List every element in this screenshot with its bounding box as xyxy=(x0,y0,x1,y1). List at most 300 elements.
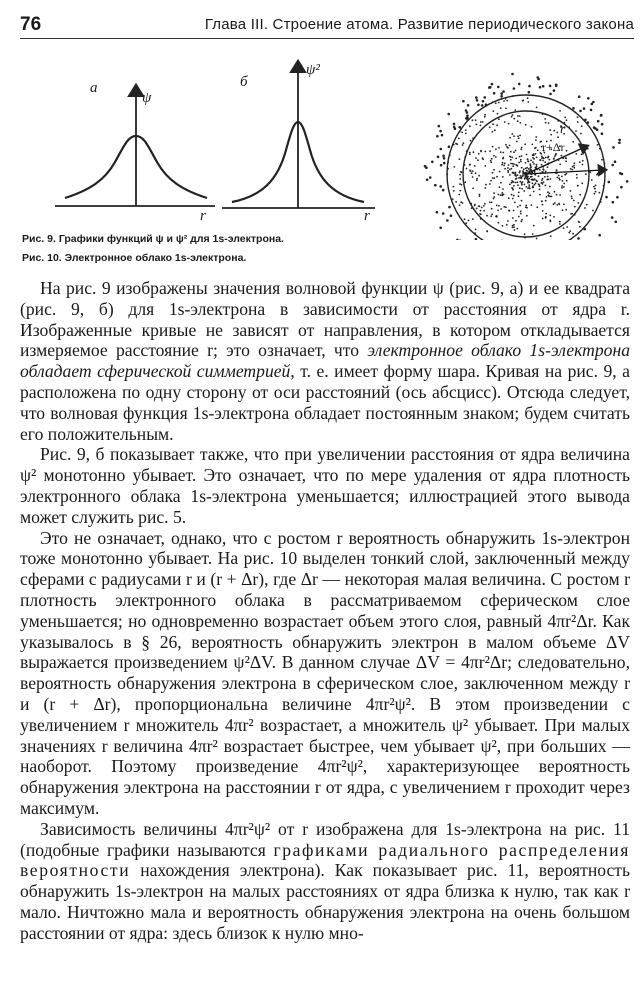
cloud-dot xyxy=(459,178,461,180)
cloud-dot xyxy=(453,144,455,146)
cloud-dot xyxy=(591,179,593,181)
cloud-dot xyxy=(563,203,565,205)
cloud-dot xyxy=(612,201,615,204)
cloud-dot xyxy=(521,219,523,221)
cloud-dot xyxy=(506,146,508,148)
radius-r-dr-line xyxy=(526,170,603,174)
cloud-dot xyxy=(543,158,545,160)
cloud-dot xyxy=(436,135,439,138)
cloud-dot xyxy=(566,173,568,175)
cloud-dot xyxy=(491,202,493,204)
caption-fig-10-number: Рис. 10. xyxy=(22,252,62,264)
cloud-dot xyxy=(565,160,567,162)
paragraph-1-part-a: На рис. 9 изображены значения волновой функции ψ (рис. 9, а) и ее квадрата (рис. 9, б) для 1s-электрона в зависимости от расстояния от ядра r. Изображенные кривые не зависят от направления, в котором откладывается измеряемое расстояние r; это означает, что xyxy=(20,278,630,361)
cloud-dot xyxy=(547,194,549,196)
cloud-dot xyxy=(527,182,529,184)
cloud-dot xyxy=(558,203,560,205)
cloud-dot xyxy=(585,173,587,175)
cloud-dot xyxy=(503,194,505,196)
cloud-dot xyxy=(549,93,552,96)
cloud-dot xyxy=(572,107,575,110)
cloud-dot xyxy=(587,121,590,124)
cloud-dot xyxy=(626,180,629,183)
cloud-dot xyxy=(546,196,548,198)
cloud-dot xyxy=(515,220,517,222)
fig-9b-label: б xyxy=(240,74,248,90)
cloud-dot xyxy=(469,153,471,155)
cloud-dot xyxy=(502,152,504,154)
cloud-dot xyxy=(537,150,539,152)
fig-10-cloud xyxy=(424,73,629,240)
cloud-dot xyxy=(541,164,543,166)
cloud-dot xyxy=(464,218,466,220)
cloud-dot xyxy=(513,195,515,197)
cloud-dot xyxy=(526,177,528,179)
cloud-dot xyxy=(459,190,461,192)
cloud-dot xyxy=(512,114,514,116)
cloud-dot xyxy=(611,164,614,167)
cloud-dot xyxy=(492,110,494,112)
cloud-dot xyxy=(526,154,528,156)
cloud-dot xyxy=(541,179,543,181)
cloud-dot xyxy=(529,194,531,196)
cloud-dot xyxy=(578,95,581,98)
cloud-dot xyxy=(450,214,453,217)
cloud-dot xyxy=(498,118,500,120)
cloud-dot xyxy=(519,205,521,207)
cloud-dot xyxy=(524,143,526,145)
cloud-dot xyxy=(512,187,514,189)
cloud-dot xyxy=(511,157,513,159)
cloud-dot xyxy=(568,126,570,128)
cloud-dot xyxy=(556,204,558,206)
cloud-dot xyxy=(555,84,558,87)
caption-fig-9 xyxy=(22,230,622,249)
cloud-dot xyxy=(483,205,485,207)
cloud-dot xyxy=(500,182,502,184)
cloud-dot xyxy=(493,177,495,179)
cloud-dot xyxy=(591,103,594,106)
cloud-dot xyxy=(566,119,568,121)
cloud-dot xyxy=(565,157,567,159)
cloud-dot xyxy=(502,188,504,190)
cloud-dot xyxy=(570,213,572,215)
cloud-dot xyxy=(523,190,525,192)
cloud-dot xyxy=(578,202,580,204)
cloud-dot xyxy=(446,219,449,222)
cloud-dot xyxy=(472,170,474,172)
cloud-dot xyxy=(449,155,451,157)
cloud-dot xyxy=(520,221,522,223)
cloud-dot xyxy=(536,157,538,159)
cloud-dot xyxy=(489,150,491,152)
cloud-dot xyxy=(489,201,491,203)
cloud-dot xyxy=(595,191,597,193)
cloud-dot xyxy=(584,119,587,122)
cloud-dot xyxy=(601,123,604,126)
cloud-dot xyxy=(439,185,442,188)
cloud-dot xyxy=(556,194,558,196)
cloud-dot xyxy=(471,172,473,174)
cloud-dot xyxy=(524,184,526,186)
cloud-dot xyxy=(524,176,526,178)
cloud-dot xyxy=(554,191,556,193)
cloud-dot xyxy=(500,208,502,210)
cloud-dot xyxy=(460,171,462,173)
cloud-dot xyxy=(513,181,515,183)
cloud-dot xyxy=(547,191,549,193)
cloud-dot xyxy=(600,198,602,200)
cloud-dot xyxy=(536,206,538,208)
paragraph-4-part-b: нахождения электрона). Как показывает рис. 11, вероятность обнаружить 1s-электрон на малых расстояниях от ядра близка к нулю, так как r мало. Ничтожно мала и вероятность обнаружения электрона на очень большом расстоянии от ядра: здесь близок к нулю мно- xyxy=(20,860,630,943)
cloud-dot xyxy=(603,185,605,187)
fig-9b-x-axis-label: r xyxy=(364,208,370,224)
cloud-dot xyxy=(506,224,508,226)
cloud-dot xyxy=(578,221,580,223)
cloud-dot xyxy=(536,164,538,166)
cloud-dot xyxy=(532,187,534,189)
caption-fig-10 xyxy=(22,249,622,268)
paragraph-4 xyxy=(20,819,630,944)
cloud-dot xyxy=(575,153,577,155)
cloud-dot xyxy=(543,169,545,171)
cloud-dot xyxy=(473,151,475,153)
cloud-dot xyxy=(543,181,545,183)
cloud-dot xyxy=(554,155,556,157)
cloud-dot xyxy=(605,196,608,199)
cloud-dot xyxy=(493,192,495,194)
cloud-dot xyxy=(481,104,484,107)
cloud-dot xyxy=(474,204,476,206)
cloud-dot xyxy=(529,188,531,190)
cloud-dot xyxy=(515,182,517,184)
fig-9a-graph xyxy=(55,90,215,206)
cloud-dot xyxy=(496,124,498,126)
cloud-dot xyxy=(429,176,432,179)
cloud-dot xyxy=(496,216,498,218)
cloud-dot xyxy=(518,162,520,164)
cloud-dot xyxy=(462,100,465,103)
cloud-dot xyxy=(507,167,509,169)
cloud-dot xyxy=(528,168,530,170)
cloud-dot xyxy=(465,222,467,224)
cloud-dot xyxy=(462,144,464,146)
body-text xyxy=(20,278,630,944)
cloud-dot xyxy=(493,155,495,157)
cloud-dot xyxy=(482,121,484,123)
cloud-dot xyxy=(544,185,546,187)
cloud-dot xyxy=(510,151,512,153)
cloud-dot xyxy=(599,192,601,194)
cloud-dot xyxy=(513,118,515,120)
cloud-dot xyxy=(489,183,491,185)
cloud-dot xyxy=(544,176,546,178)
cloud-dot xyxy=(571,198,573,200)
cloud-dot xyxy=(519,172,521,174)
cloud-dot xyxy=(504,162,506,164)
cloud-dot xyxy=(464,164,466,166)
caption-fig-10-text: Электронное облако 1s-электрона. xyxy=(64,252,247,264)
cloud-dot xyxy=(595,185,597,187)
cloud-dot xyxy=(516,141,518,143)
cloud-dot xyxy=(518,137,520,139)
cloud-dot xyxy=(526,207,528,209)
fig-9a-label: а xyxy=(90,80,98,96)
cloud-dot xyxy=(520,161,522,163)
cloud-dot xyxy=(482,157,484,159)
cloud-dot xyxy=(592,210,594,212)
cloud-dot xyxy=(509,184,511,186)
cloud-dot xyxy=(540,159,542,161)
cloud-dot xyxy=(561,176,563,178)
cloud-dot xyxy=(584,207,586,209)
cloud-dot xyxy=(596,129,599,132)
cloud-dot xyxy=(521,155,523,157)
cloud-dot xyxy=(481,207,483,209)
cloud-dot xyxy=(503,100,505,102)
cloud-dot xyxy=(476,99,479,102)
cloud-dot xyxy=(519,187,521,189)
cloud-dot xyxy=(480,121,482,123)
cloud-dot xyxy=(500,95,503,98)
cloud-dot xyxy=(532,179,534,181)
cloud-dot xyxy=(526,170,528,172)
cloud-dot xyxy=(534,171,536,173)
cloud-dot xyxy=(513,135,515,137)
cloud-dot xyxy=(614,160,617,163)
cloud-dot xyxy=(434,184,437,187)
cloud-dot xyxy=(513,151,515,153)
cloud-dot xyxy=(448,206,451,209)
figures-area xyxy=(0,40,644,240)
cloud-dot xyxy=(437,156,440,159)
cloud-dot xyxy=(618,139,621,142)
cloud-dot xyxy=(527,101,529,103)
cloud-dot xyxy=(442,212,445,215)
cloud-dot xyxy=(475,119,477,121)
cloud-outer-sphere xyxy=(447,95,605,240)
cloud-dot xyxy=(551,196,553,198)
cloud-dot xyxy=(512,163,514,165)
cloud-dot xyxy=(549,129,551,131)
cloud-dot xyxy=(498,222,500,224)
cloud-dot xyxy=(467,104,470,107)
cloud-dot xyxy=(520,210,522,212)
cloud-dot xyxy=(454,128,457,131)
cloud-dot xyxy=(513,226,515,228)
cloud-dot xyxy=(550,134,552,136)
cloud-dot xyxy=(583,107,586,110)
cloud-dot xyxy=(553,130,555,132)
cloud-dot xyxy=(470,203,472,205)
cloud-dot xyxy=(608,181,611,184)
cloud-dot xyxy=(582,160,584,162)
cloud-dot xyxy=(479,213,481,215)
cloud-dot xyxy=(611,216,614,219)
cloud-dot xyxy=(559,164,561,166)
cloud-dot xyxy=(511,73,514,76)
cloud-dot xyxy=(459,158,461,160)
cloud-dot xyxy=(537,78,540,81)
cloud-dot xyxy=(542,85,545,88)
cloud-dot xyxy=(520,148,522,150)
cloud-dot xyxy=(497,113,499,115)
cloud-dot xyxy=(528,184,530,186)
figure-captions xyxy=(22,230,622,268)
cloud-dot xyxy=(535,136,537,138)
cloud-dot xyxy=(516,165,518,167)
cloud-dot xyxy=(495,102,497,104)
cloud-dot xyxy=(524,178,526,180)
cloud-dot xyxy=(519,156,521,158)
cloud-dot xyxy=(460,128,462,130)
cloud-dot xyxy=(501,98,503,100)
cloud-dot xyxy=(597,120,600,123)
cloud-dot xyxy=(531,144,533,146)
cloud-dot xyxy=(541,155,543,157)
cloud-dot xyxy=(549,159,551,161)
cloud-dot xyxy=(495,148,497,150)
cloud-dot xyxy=(522,175,524,177)
cloud-dot xyxy=(507,170,509,172)
cloud-dot xyxy=(466,111,469,114)
cloud-dot xyxy=(495,156,497,158)
cloud-dot xyxy=(501,192,503,194)
cloud-dot xyxy=(475,157,477,159)
cloud-dot xyxy=(548,122,550,124)
cloud-dot xyxy=(536,107,538,109)
cloud-dot xyxy=(453,190,455,192)
cloud-dot xyxy=(464,181,466,183)
cloud-dot xyxy=(593,126,596,129)
cloud-dot xyxy=(529,163,531,165)
cloud-dot xyxy=(559,110,561,112)
cloud-dot xyxy=(522,181,524,183)
cloud-dot xyxy=(465,129,467,131)
cloud-dot xyxy=(515,178,517,180)
cloud-dot xyxy=(620,186,623,189)
cloud-dot xyxy=(505,144,507,146)
cloud-dot xyxy=(540,182,542,184)
cloud-dot xyxy=(604,163,606,165)
cloud-dot xyxy=(448,145,451,148)
cloud-dot xyxy=(509,137,511,139)
cloud-dot xyxy=(453,186,455,188)
cloud-dot xyxy=(511,194,513,196)
cloud-dot xyxy=(494,129,496,131)
cloud-dot xyxy=(511,116,513,118)
cloud-dot xyxy=(570,168,572,170)
cloud-dot xyxy=(586,204,588,206)
cloud-dot xyxy=(424,165,427,168)
cloud-dot xyxy=(527,187,529,189)
cloud-dot xyxy=(542,113,544,115)
cloud-dot xyxy=(582,164,584,166)
cloud-dot xyxy=(533,225,535,227)
cloud-dot xyxy=(443,162,446,165)
cloud-dot xyxy=(518,216,520,218)
cloud-dot xyxy=(491,83,494,86)
cloud-dot xyxy=(558,175,560,177)
cloud-dot xyxy=(442,189,445,192)
cloud-dot xyxy=(506,100,508,102)
cloud-dot xyxy=(466,168,468,170)
cloud-dot xyxy=(559,223,561,225)
cloud-dot xyxy=(500,151,502,153)
cloud-dot xyxy=(577,121,579,123)
cloud-dot xyxy=(436,211,439,214)
cloud-dot xyxy=(531,126,533,128)
cloud-dot xyxy=(521,147,523,149)
cloud-dot xyxy=(519,135,521,137)
cloud-dot xyxy=(533,191,535,193)
cloud-dot xyxy=(497,210,499,212)
cloud-dot xyxy=(526,167,528,169)
cloud-dot xyxy=(600,201,602,203)
cloud-dot xyxy=(483,210,485,212)
paragraph-1-emphasis: электронное облако 1s-электрона обладает сферической симметрией xyxy=(20,340,630,382)
cloud-dot xyxy=(456,143,458,145)
cloud-dot xyxy=(535,153,537,155)
cloud-dot xyxy=(589,171,591,173)
cloud-dot xyxy=(426,179,429,182)
cloud-dot xyxy=(479,195,481,197)
cloud-dot xyxy=(562,180,564,182)
cloud-dot xyxy=(566,180,568,182)
cloud-dot xyxy=(561,185,563,187)
cloud-dot xyxy=(482,100,485,103)
cloud-dot xyxy=(490,162,492,164)
cloud-dot xyxy=(528,178,530,180)
cloud-dot xyxy=(544,118,546,120)
cloud-dot xyxy=(527,97,529,99)
cloud-dot xyxy=(502,162,504,164)
cloud-dot xyxy=(519,181,521,183)
cloud-dot xyxy=(562,209,564,211)
cloud-dot xyxy=(539,169,541,171)
cloud-dot xyxy=(564,116,566,118)
cloud-dot xyxy=(615,221,618,224)
cloud-dot xyxy=(485,103,488,106)
cloud-dot xyxy=(518,177,520,179)
cloud-dot xyxy=(576,177,578,179)
cloud-dot xyxy=(501,164,503,166)
cloud-dot xyxy=(493,198,495,200)
cloud-dot xyxy=(593,186,595,188)
cloud-dot xyxy=(579,110,582,113)
cloud-dot xyxy=(492,131,494,133)
paragraph-1-part-b: , т. е. имеет форму шара. Кривая на рис. 9, а расположена по одну сторону от оси расстояний (ось абсцисс). Отсюда следует, что волновая функция 1s-электрона обладает постоянным знаком; будем считать его положительным. xyxy=(20,361,630,444)
cloud-dot xyxy=(581,182,583,184)
running-head: Глава III. Строение атома. Развитие периодического закона xyxy=(204,16,634,33)
caption-fig-9-text: Графики функций ψ и ψ² для 1s-электрона. xyxy=(58,233,284,245)
cloud-dot xyxy=(517,184,519,186)
cloud-dot xyxy=(497,86,500,89)
cloud-dot xyxy=(550,221,552,223)
cloud-dot xyxy=(503,206,505,208)
paragraph-1 xyxy=(20,278,630,444)
cloud-dot xyxy=(593,193,595,195)
cloud-dot xyxy=(510,159,512,161)
cloud-dot xyxy=(492,101,494,103)
cloud-dot xyxy=(524,173,526,175)
cloud-r-label: r xyxy=(560,122,566,137)
cloud-dot xyxy=(616,196,619,199)
cloud-dot xyxy=(517,181,519,183)
cloud-dot xyxy=(459,174,461,176)
cloud-dot xyxy=(493,169,495,171)
cloud-dot xyxy=(533,163,535,165)
